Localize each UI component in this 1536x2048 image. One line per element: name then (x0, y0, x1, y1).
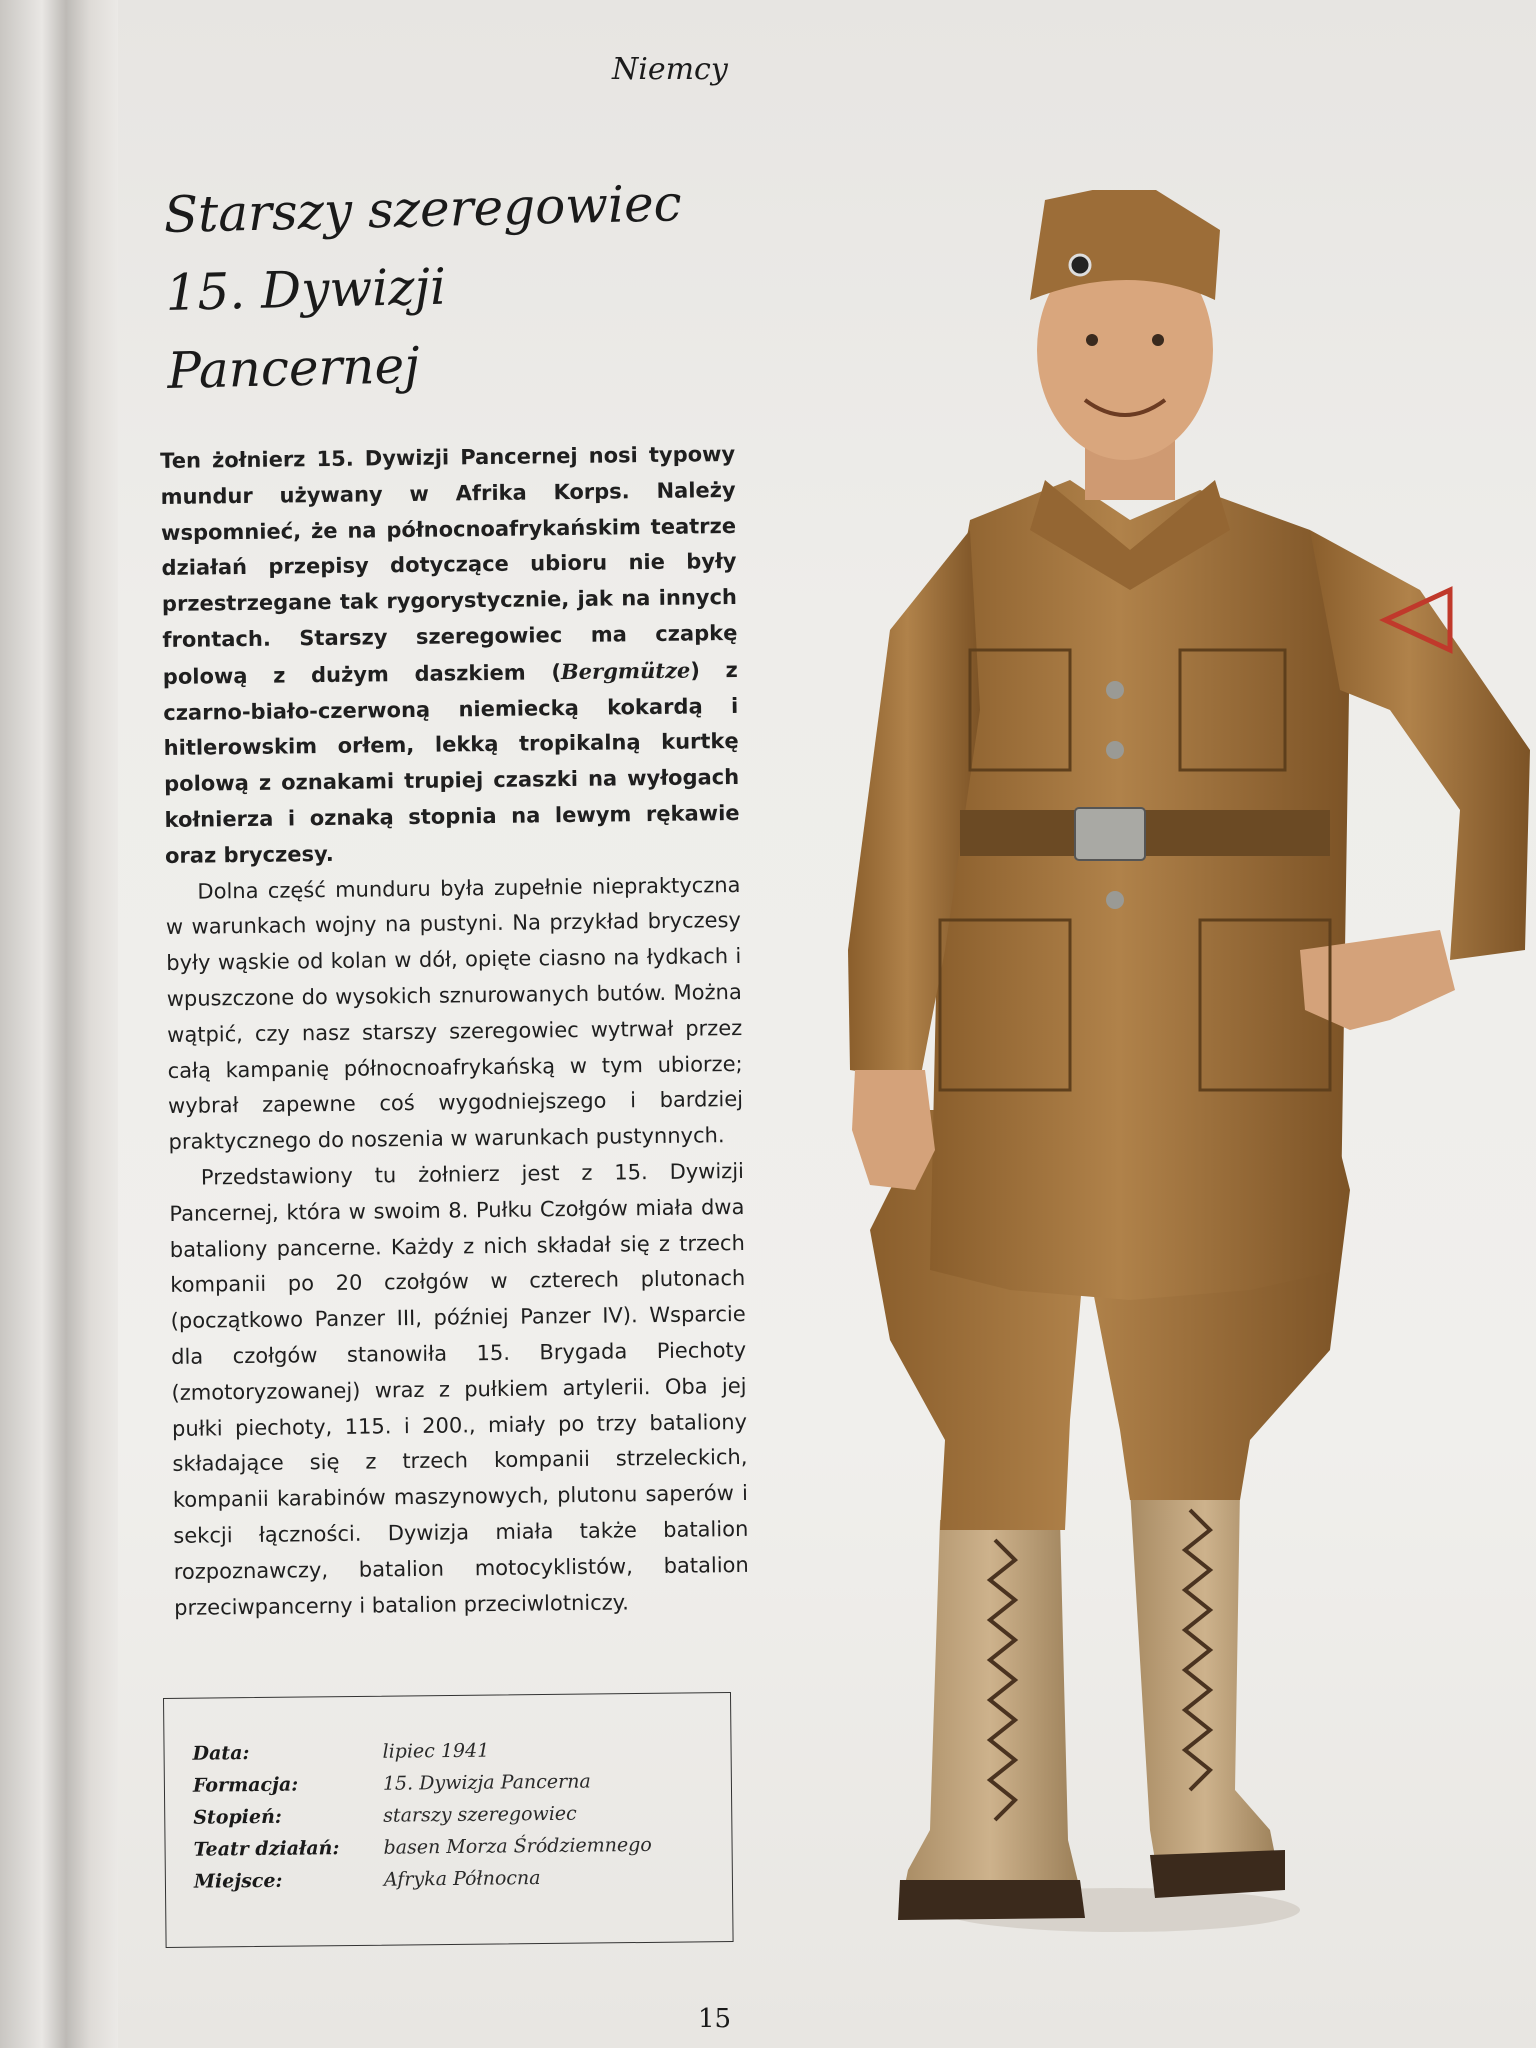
jacket-button (1106, 891, 1124, 909)
page-title (163, 163, 728, 410)
jacket-button (1106, 681, 1124, 699)
info-label: Stopień: (193, 1805, 282, 1829)
left-hand (852, 1070, 935, 1190)
cap-cockade (1070, 255, 1090, 275)
jacket-button (1106, 741, 1124, 759)
eye (1152, 334, 1164, 346)
info-table (192, 1738, 652, 1903)
right-boot (1130, 1490, 1280, 1890)
page-number: 15 (698, 2004, 732, 2034)
lead-italic-term: Bergmütze (560, 657, 691, 684)
jacket (930, 480, 1350, 1300)
lead-text: ) z czarno-biało-czerwoną niemiecką kokardą i hitlerowskim orłem, lekką tropikalną kurtkę polową z oznakami trupiej czaszki na wyłogach kołnierza i oznaką stopnia na lewym rękawie oraz bryczesy. (163, 657, 740, 868)
lead-paragraph (160, 437, 740, 875)
info-value: 15. Dywizja Pancerna (382, 1770, 591, 1795)
info-box (163, 1692, 734, 1948)
info-label: Miejsce: (193, 1869, 283, 1893)
paragraph: Przedstawiony tu żołnierz jest z 15. Dywizji Pancernej, która w swoim 8. Pułku Czołgów miała dwa bataliony pancerne. Każdy z nich składał się z trzech kompanii po 20 czołgów w czterech plutonach (początkowo Panzer III, później Panzer IV). Wsparcie dla czołgów stanowiła 15. Brygada Piechoty (zmotoryzowanej) wraz z pułkiem artylerii. Oba jej pułki piechoty, 115. i 200., miały po trzy bataliony składające się z trzech kompanii strzeleckich, kompanii karabinów maszynowych, plutonu saperów i sekcji łączności. Dywizja miała także batalion rozpoznawczy, batalion motocyklistów, batalion przeciwpancerny i batalion przeciwlotniczy. (169, 1158, 749, 1620)
title-line: Pancernej (166, 336, 421, 400)
info-row (192, 1738, 651, 1775)
info-row (194, 1866, 653, 1903)
info-value: starszy szeregowiec (383, 1802, 577, 1827)
eye (1086, 334, 1098, 346)
info-row (193, 1802, 652, 1839)
soldier-illustration (830, 190, 1530, 1990)
title-line: Starszy szeregowiec (163, 174, 683, 244)
info-row (193, 1770, 652, 1807)
body-text (160, 437, 749, 1626)
info-label: Data: (192, 1742, 250, 1765)
lead-text: Ten żołnierz 15. Dywizji Pancernej nosi typowy mundur używany w Afrika Korps. Należy wspomnieć, że na północnoafrykańskim teatrze działań przepisy dotyczące ubioru nie były przestrzegane tak rygorystycznie, jak na innych frontach. Starszy szeregowiec ma czapkę polową z dużym daszkiem ( (160, 441, 738, 689)
belt-buckle (1075, 808, 1145, 860)
info-label: Formacja: (192, 1773, 299, 1797)
title-line: 15. Dywizji (164, 257, 447, 322)
left-boot-sole (898, 1880, 1085, 1920)
info-value: lipiec 1941 (382, 1739, 490, 1763)
info-row (193, 1834, 652, 1871)
running-header: Niemcy (612, 52, 728, 87)
info-value: basen Morza Śródziemnego (383, 1833, 652, 1859)
info-value: Afryka Północna (383, 1867, 541, 1891)
book-gutter (0, 0, 120, 2048)
right-boot-sole (1150, 1850, 1285, 1898)
info-label: Teatr działań: (193, 1837, 340, 1861)
paragraph: Dolna część munduru była zupełnie niepraktyczna w warunkach wojny na pustyni. Na przykład bryczesy były wąskie od kolan w dół, opięte ciasno na łydkach i wpuszczone do wysokich sznurowanych butów. Można wątpić, czy nasz starszy szeregowiec wytrwał przez całą kampanię północnoafrykańską w tym ubiorze; wybrał zapewne coś wygodniejszego i bardziej praktycznego do noszenia w warunkach pustynnych. (165, 872, 744, 1155)
